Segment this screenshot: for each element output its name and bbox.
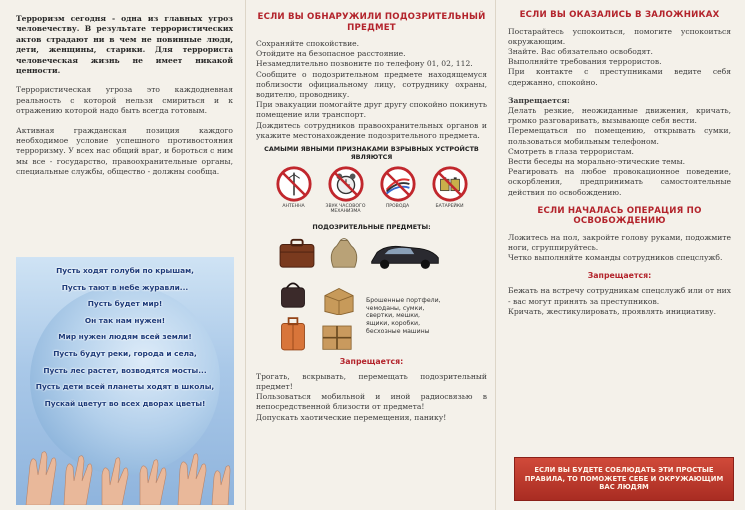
civic-paragraph: Активная гражданская позиция каждого необходимое условие успешного противостояния терроризму. У всех нас общий враг, и бороться с ним мы все - государство, правоохранительные органы, специальные службы, общество - должны сообща. xyxy=(16,125,233,177)
peace-poem: Пусть ходят голуби по крышам, Пусть тают в небе журавли... Пусть будет мир! Он так нам нужен! Мир нужен людям всей земли! Пусть будут реки, города и села, Пусть лес растет, возводятся мосты... Пусть дети всей планеты ходят в школы, Пускай цветут во всех дворах цветы! xyxy=(35,266,215,408)
sack-icon xyxy=(326,235,362,269)
car-icon xyxy=(368,239,442,271)
instruction-line: Ложитесь на пол, закройте голову руками, подожмите ноги, сгруппируйтесь. xyxy=(508,232,731,252)
closing-banner: ЕСЛИ ВЫ БУДЕТЕ СОБЛЮДАТЬ ЭТИ ПРОСТЫЕ ПРАВИЛА, ТО ПОМОЖЕТЕ СЕБЕ И ОКРУЖАЮЩИМ ВАС ЛЮДЯМ xyxy=(514,457,734,501)
sign-wires: ПРОВОДА xyxy=(375,165,421,215)
suspicious-items-title: ПОДОЗРИТЕЛЬНЫЕ ПРЕДМЕТЫ: xyxy=(312,222,431,231)
instruction-line: Незамедлительно позвоните по телефону 01, 02, 112. xyxy=(256,59,473,69)
forbidden-line: Кричать, жестикулировать, проявлять инициативу. xyxy=(508,306,717,316)
instruction-line: Дождитесь сотрудников правоохранительных органов и укажите местонахождение подозрительного предмета. xyxy=(256,120,487,140)
forbidden-line: Перемещаться по помещению, открывать сумки, пользоваться мобильным телефоном. xyxy=(508,126,731,146)
forbidden-line: Смотреть в глаза террористам. xyxy=(508,146,634,156)
suitcase-icon xyxy=(278,315,308,353)
forbidden-line: Пользоваться мобильной и иной радиосвязью в непосредственной близости от предмета! xyxy=(256,392,487,412)
suspicious-items-caption: Брошенные портфели, чемоданы, сумки, свертки, мешки, ящики, коробки, бесхозные машины xyxy=(366,296,441,336)
instruction-line: Сообщите о подозрительном предмете находящемуся поблизости официальному лицу, сотруднику охраны, водителю, проводнику. xyxy=(256,69,487,100)
instruction-line: Отойдите на безопасное расстояние. xyxy=(256,49,406,59)
column-right xyxy=(495,0,745,510)
alarm-clock-icon xyxy=(327,165,365,203)
wires-icon xyxy=(379,165,417,203)
forbidden-heading: Запрещается: xyxy=(587,271,652,281)
briefcase-icon xyxy=(278,237,316,269)
bag-icon xyxy=(278,279,308,309)
suspicious-items xyxy=(256,235,487,353)
forbidden-line: Бежать на встречу сотрудникам спецслужб или от них - вас могут принять за преступников. xyxy=(508,286,731,306)
explosive-signs xyxy=(256,165,487,215)
hostage-heading: ЕСЛИ ВЫ ОКАЗАЛИСЬ В ЗАЛОЖНИКАХ xyxy=(519,10,720,20)
forbidden-heading: Запрещается: xyxy=(339,356,404,366)
package-icon xyxy=(320,321,354,351)
explosive-signs-title: САМЫМИ ЯВНЫМИ ПРИЗНАКАМИ ВЗРЫВНЫХ УСТРОЙСТВ ЯВЛЯЮТСЯ xyxy=(264,145,479,162)
sign-clock: ЗВУК ЧАСОВОГО МЕХАНИЗМА xyxy=(323,165,369,215)
forbidden-line: Допускать хаотические перемещения, панику! xyxy=(256,412,447,422)
instruction-line: Постарайтесь успокоиться, помогите успокоиться окружающим. xyxy=(508,26,731,46)
peace-poem-poster xyxy=(16,257,234,505)
instruction-line: Знайте. Вас обязательно освободят. xyxy=(508,46,653,56)
instruction-line: Выполняйте требования террористов. xyxy=(508,57,662,67)
raised-hands-image xyxy=(16,415,234,505)
instruction-line: Сохраняйте спокойствие. xyxy=(256,39,360,48)
forbidden-line: Делать резкие, неожиданные движения, кричать, громко разговаривать, вызывающе себя вести. xyxy=(508,105,731,126)
rescue-heading: ЕСЛИ НАЧАЛАСЬ ОПЕРАЦИЯ ПО ОСВОБОЖДЕНИЮ xyxy=(537,205,702,227)
forbidden-line: Вести беседы на морально-этические темы. xyxy=(508,156,686,166)
box-icon xyxy=(320,285,358,315)
antenna-icon xyxy=(275,165,313,203)
forbidden-heading: Запрещается: xyxy=(508,95,570,105)
instruction-line: Четко выполняйте команды сотрудников спецслужб. xyxy=(508,253,723,263)
instruction-line: При эвакуации помогайте друг другу спокойно покинуть помещение или транспорт. xyxy=(256,100,487,120)
intro-paragraph: Терроризм сегодня - одна из главных угроз человечеству. В результате террористических актов страдают ни в чем не повинные люди, дети, женщины, старики. Для террориста человеческая жизнь не имеет никакой ценности. xyxy=(16,14,233,76)
battery-icon xyxy=(431,165,469,203)
forbidden-line: Реагировать на любое провокационное поведение, оскорбления, предпринимать самостоятельные действия по освобождению. xyxy=(508,167,731,197)
forbidden-line: Трогать, вскрывать, перемещать подозрительный предмет! xyxy=(256,371,487,392)
sign-antenna: АНТЕННА xyxy=(271,165,317,215)
column-middle xyxy=(245,0,495,510)
suspicious-object-heading: ЕСЛИ ВЫ ОБНАРУЖИЛИ ПОДОЗРИТЕЛЬНЫЙ ПРЕДМЕТ xyxy=(257,12,486,33)
sign-batteries: БАТАРЕЙКИ xyxy=(427,165,473,215)
threat-paragraph: Террористическая угроза это каждодневная реальность с которой нельзя смириться и к отражению которой надо быть всегда готовым. xyxy=(16,85,233,116)
instruction-line: При контакте с преступниками ведите себя сдержанно, спокойно. xyxy=(508,67,731,87)
